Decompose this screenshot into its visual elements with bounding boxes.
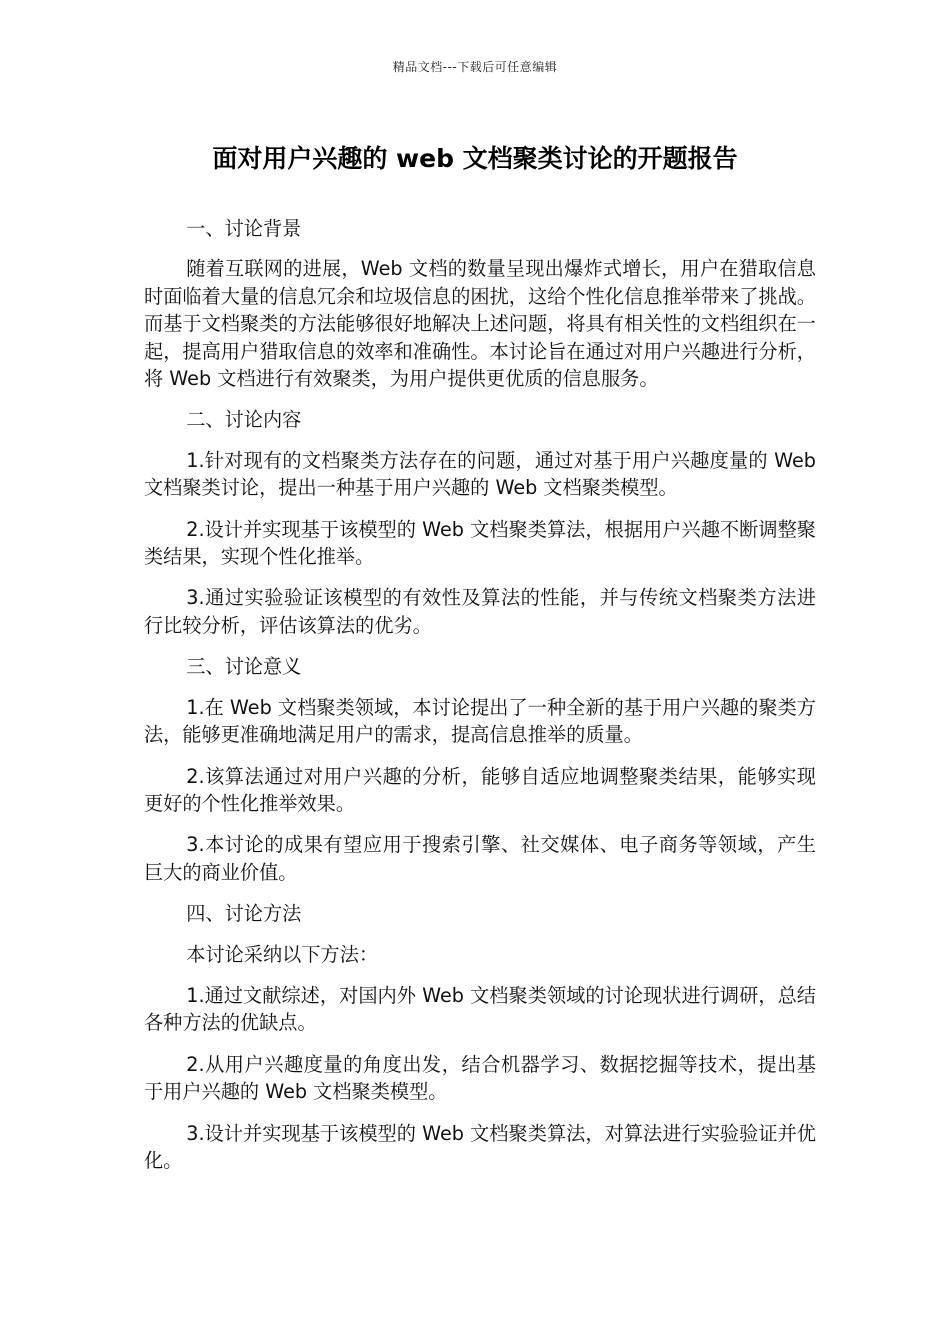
method-item-3: 3.设计并实现基于该模型的 Web 文档聚类算法，对算法进行实验验证并优化。 — [144, 1121, 816, 1172]
document-title: 面对用户兴趣的 web 文档聚类讨论的开题报告 — [212, 144, 738, 173]
method-item-2: 2.从用户兴趣度量的角度出发，结合机器学习、数据挖掘等技术，提出基于用户兴趣的 Web 文档聚类模型。 — [144, 1052, 816, 1104]
significance-item-2: 2.该算法通过对用户兴趣的分析，能够自适应地调整聚类结果，能够实现更好的个性化推举效果。 — [144, 764, 816, 815]
significance-item-3: 3.本讨论的成果有望应用于搜索引擎、社交媒体、电子商务等领域，产生巨大的商业价值。 — [144, 833, 816, 884]
section-heading-significance: 三、讨论意义 — [186, 655, 302, 679]
section-heading-content: 二、讨论内容 — [186, 408, 302, 432]
method-item-1: 1.通过文献综述，对国内外 Web 文档聚类领域的讨论现状进行调研，总结各种方法的优缺点。 — [144, 983, 816, 1035]
significance-item-1: 1.在 Web 文档聚类领域，本讨论提出了一种全新的基于用户兴趣的聚类方法，能够更准确地满足用户的需求，提高信息推举的质量。 — [144, 695, 816, 747]
content-item-2: 2.设计并实现基于该模型的 Web 文档聚类算法，根据用户兴趣不断调整聚类结果，实现个性化推举。 — [144, 517, 816, 569]
section-heading-methods: 四、讨论方法 — [186, 902, 302, 926]
content-item-3: 3.通过实验验证该模型的有效性及算法的性能，并与传统文档聚类方法进行比较分析，评估该算法的优劣。 — [144, 586, 816, 637]
section-heading-background: 一、讨论背景 — [186, 217, 302, 240]
document-body — [144, 215, 816, 1188]
content-item-1: 1.针对现有的文档聚类方法存在的问题，通过对基于用户兴趣度量的 Web 文档聚类讨论，提出一种基于用户兴趣的 Web 文档聚类模型。 — [144, 448, 816, 500]
methods-intro: 本讨论采纳以下方法： — [186, 942, 379, 966]
header-note: 精品文档---下载后可任意编辑 — [392, 60, 558, 74]
paragraph-background: 随着互联网的进展，Web 文档的数量呈现出爆炸式增长，用户在猎取信息时面临着大量的信息冗余和垃圾信息的困扰，这给个性化信息推举带来了挑战。而基于文档聚类的方法能够很好地解决上述问题，将具有相关性的文档组织在一起，提高用户猎取信息的效率和准确性。本讨论旨在通过对用户兴趣进行分析，将 Web 文档进行有效聚类，为用户提供更优质的信息服务。 — [144, 257, 816, 391]
